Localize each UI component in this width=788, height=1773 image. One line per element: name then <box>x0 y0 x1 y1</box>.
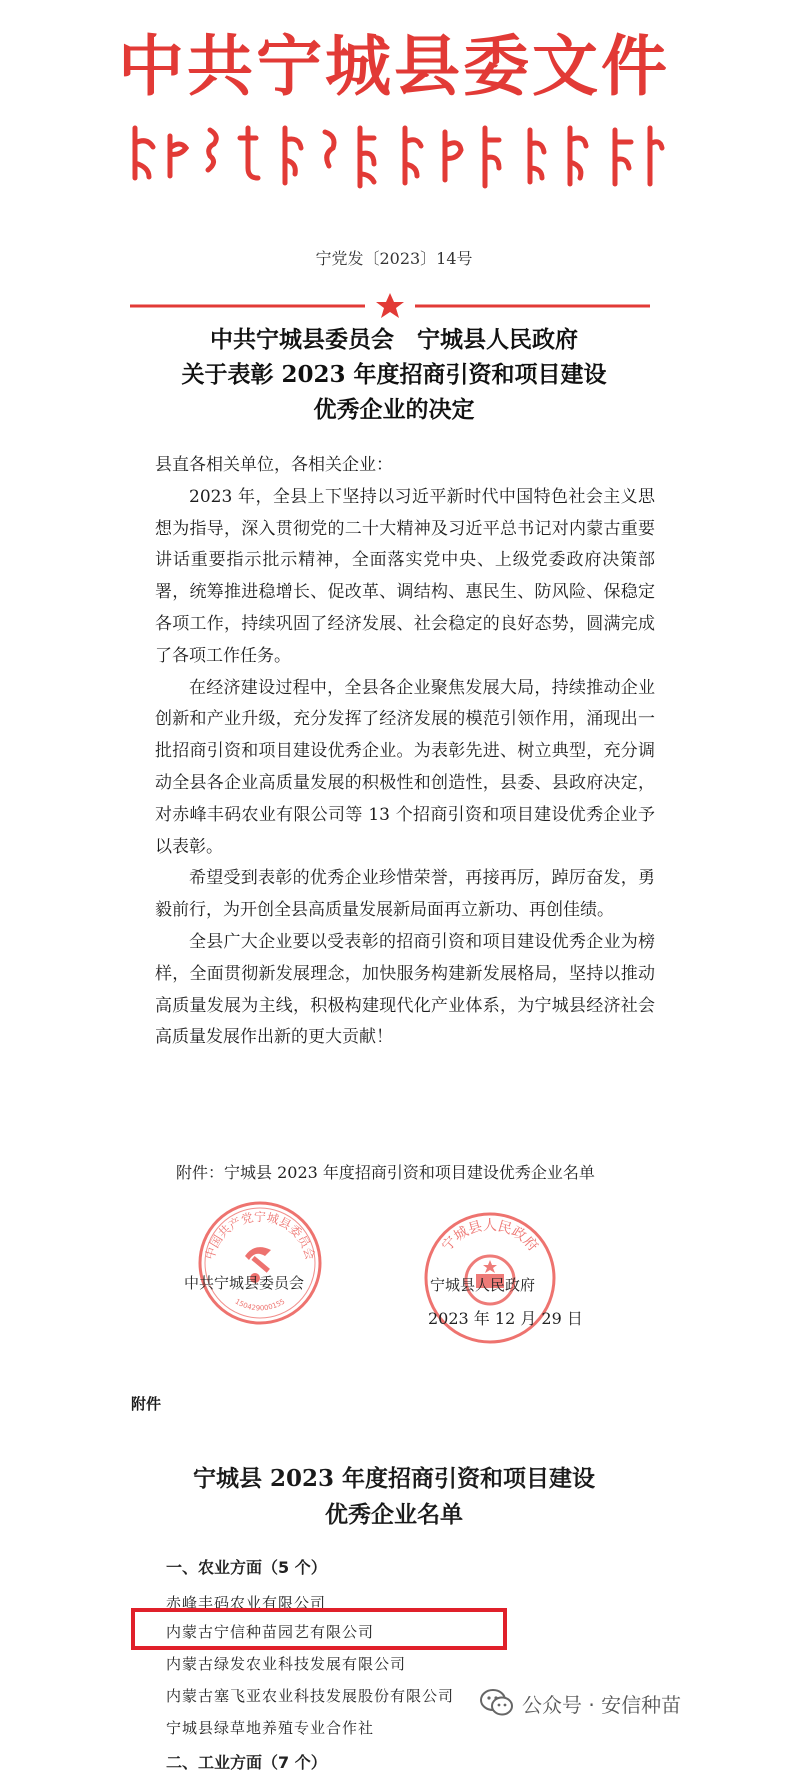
decision-title <box>0 322 788 427</box>
signature-party-committee: 中共宁城县委员会 <box>184 1274 305 1292</box>
decision-title-line: 关于表彰 2023 年度招商引资和项目建设 <box>181 361 607 388</box>
decision-body <box>155 450 655 1054</box>
red-divider-with-star <box>130 291 650 321</box>
company-item: 内蒙古塞飞亚农业科技发展股份有限公司 <box>166 1687 455 1705</box>
body-paragraph: 希望受到表彰的优秀企业珍惜荣誉，再接再厉，踔厉奋发，勇毅前行，为开创全县高质量发展新局面再立新功、再创佳绩。 <box>155 868 655 921</box>
seal-left-number: 150429000155 <box>233 1297 287 1313</box>
salutation: 县直各相关单位，各相关企业： <box>155 455 393 475</box>
seal-left-text: 中国共产党宁城县委员会 <box>202 1210 318 1262</box>
section-industry: 二、工业方面（7 个） <box>166 1753 327 1772</box>
red-star-icon <box>376 293 404 318</box>
section-agriculture: 一、农业方面（5 个） <box>166 1558 327 1577</box>
decision-title-line: 中共宁城县委员会 宁城县人民政府 <box>210 326 578 353</box>
document-header-title: 中共宁城县委文件 <box>118 28 670 105</box>
decision-title-line: 优秀企业的决定 <box>313 396 475 423</box>
wechat-icon <box>480 1688 514 1718</box>
attachment-title-line: 宁城县 2023 年度招商引资和项目建设 <box>192 1465 596 1492</box>
body-paragraph: 全县广大企业要以受表彰的招商引资和项目建设优秀企业为榜样，全面贯彻新发展理念，加快服务构建新发展格局，坚持以推动高质量发展为主线，积极构建现代化产业体系，为宁城县经济社会高质量发展作出新的更大贡献！ <box>155 931 655 1048</box>
seal-right-text: 宁城县人民政府 <box>439 1217 541 1255</box>
company-item: 内蒙古宁信种苗园艺有限公司 <box>166 1623 375 1641</box>
attachment-label: 附件 <box>131 1395 162 1413</box>
highlight-box <box>131 1608 507 1650</box>
attachment-title-line: 优秀企业名单 <box>325 1501 463 1528</box>
company-item: 赤峰丰码农业有限公司 <box>166 1594 327 1612</box>
body-paragraph: 2023 年，全县上下坚持以习近平新时代中国特色社会主义思想为指导，深入贯彻党的二十大精神及习近平总书记对内蒙古重要讲话重要指示批示精神，全面落实党中央、上级党委政府决策部署，统筹推进稳增长、促改革、调结构、惠民生、防风险、保稳定各项工作，持续巩固了经济发展、社会稳定的良好态势，圆满完成了各项工作任务。 <box>155 486 655 666</box>
mongolian-script-banner <box>125 118 665 198</box>
svg-text:150429000155 <box>234 1298 287 1313</box>
watermark-text: 公众号 · 安信种苗 <box>522 1692 682 1717</box>
document-number: 宁党发〔2023〕14号 <box>315 249 473 268</box>
wechat-watermark <box>480 1685 681 1721</box>
party-committee-seal-icon <box>195 1198 325 1328</box>
attachment-title <box>0 1461 788 1533</box>
signature-date: 2023 年 12 月 29 日 <box>428 1309 583 1328</box>
company-item: 内蒙古绿发农业科技发展有限公司 <box>166 1655 407 1673</box>
body-paragraph: 在经济建设过程中，全县各企业聚焦发展大局，持续推动企业创新和产业升级，充分发挥了经济发展的模范引领作用，涌现出一批招商引资和项目建设优秀企业。为表彰先进、树立典型，充分调动全县各企业高质量发展的积极性和创造性，县委、县政府决定，对赤峰丰码农业有限公司等 13 个招商引资和项目建设优秀企业予以表彰。 <box>155 677 655 857</box>
signature-government: 宁城县人民政府 <box>430 1276 536 1294</box>
company-item: 宁城县绿草地养殖专业合作社 <box>166 1719 375 1737</box>
attachment-reference: 附件：宁城县 2023 年度招商引资和项目建设优秀企业名单 <box>176 1163 595 1182</box>
